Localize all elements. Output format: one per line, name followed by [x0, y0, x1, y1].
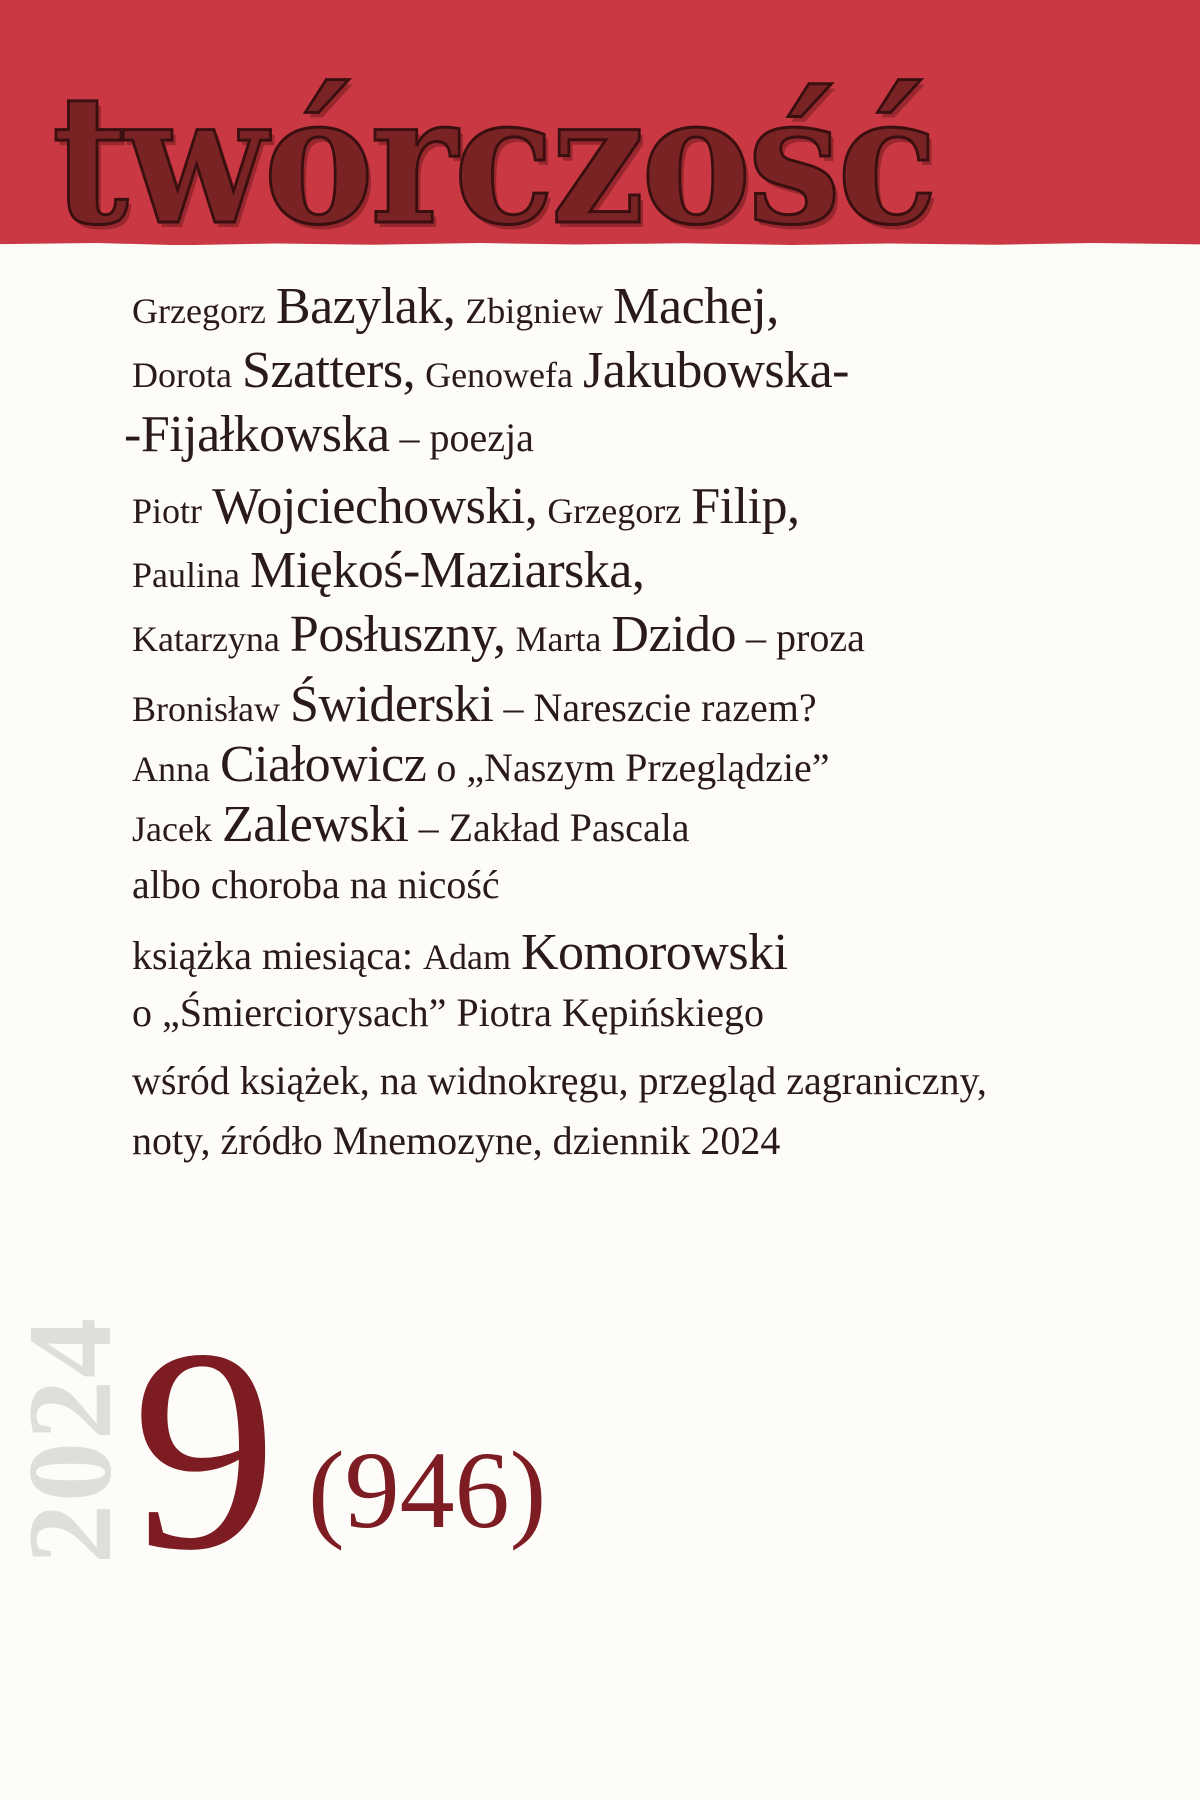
- author-first-name: Genowefa: [425, 355, 573, 395]
- poetry-line-2: [132, 339, 1132, 403]
- author-surname: Komorowski: [520, 924, 788, 981]
- section-list: wśród książek, na widnokręgu, przegląd zagraniczny,: [132, 1058, 987, 1103]
- issue-year: 2024: [3, 1316, 136, 1564]
- table-of-contents: [124, 275, 1132, 1171]
- article-title: albo choroba na nicość: [132, 862, 500, 907]
- essay-line-4: [132, 855, 1132, 915]
- author-surname: Filip,: [691, 478, 800, 535]
- article-title: – Nareszcie razem?: [503, 685, 817, 730]
- section-list: noty, źródło Mnemozyne, dziennik 2024: [132, 1118, 781, 1163]
- author-surname: Bazylak,: [275, 278, 456, 335]
- author-first-name: Zbigniew: [465, 291, 604, 331]
- essay-line-1: [132, 675, 1132, 735]
- author-first-name: Piotr: [132, 491, 203, 531]
- sections-line-2: [132, 1111, 1132, 1171]
- author-first-name: Paulina: [132, 555, 240, 595]
- magazine-title: twórczość: [52, 55, 935, 264]
- section-label: książka miesiąca:: [132, 933, 413, 978]
- author-surname: Ciałowicz: [219, 736, 427, 793]
- author-first-name: Anna: [132, 749, 210, 789]
- article-title: o „Naszym Przeglądzie”: [436, 745, 830, 790]
- author-surname: Zalewski: [221, 796, 409, 853]
- author-surname: Machej,: [613, 278, 779, 335]
- issue-number: 9: [132, 1289, 277, 1610]
- poetry-line-1: [132, 275, 1132, 339]
- author-surname: Wojciechowski,: [212, 478, 538, 535]
- author-surname: Szatters,: [241, 342, 416, 399]
- author-first-name: Bronisław: [132, 689, 280, 729]
- author-first-name: Katarzyna: [132, 619, 280, 659]
- poetry-line-3: [124, 403, 1132, 467]
- author-surname: Miękoś-Maziarska,: [249, 542, 645, 599]
- author-surname: Jakubowska-: [583, 342, 850, 399]
- prose-line-3: [132, 603, 1132, 667]
- article-title: – Zakład Pascala: [418, 805, 690, 850]
- author-first-name: Adam: [422, 937, 511, 977]
- author-surname: Posłuszny,: [289, 606, 506, 663]
- author-surname: Świderski: [290, 676, 494, 733]
- issue-total-number: (946): [308, 1429, 547, 1551]
- prose-line-2: [132, 539, 1132, 603]
- book-of-month-line-1: [132, 923, 1132, 983]
- author-surname: Dzido: [611, 606, 737, 663]
- book-of-month-line-2: [132, 983, 1132, 1043]
- author-first-name: Grzegorz: [547, 491, 682, 531]
- article-title: o „Śmierciorysach” Piotra Kępińskiego: [132, 990, 765, 1035]
- essay-line-3: [132, 795, 1132, 855]
- author-surname: -Fijałkowska: [124, 406, 390, 463]
- section-label: – poezja: [399, 415, 534, 460]
- author-first-name: Grzegorz: [132, 291, 266, 331]
- section-label: – proza: [746, 615, 865, 660]
- prose-line-1: [132, 475, 1132, 539]
- author-first-name: Jacek: [132, 809, 212, 849]
- sections-line-1: [132, 1051, 1132, 1111]
- author-first-name: Marta: [515, 619, 602, 659]
- essay-line-2: [132, 735, 1132, 795]
- author-first-name: Dorota: [132, 355, 232, 395]
